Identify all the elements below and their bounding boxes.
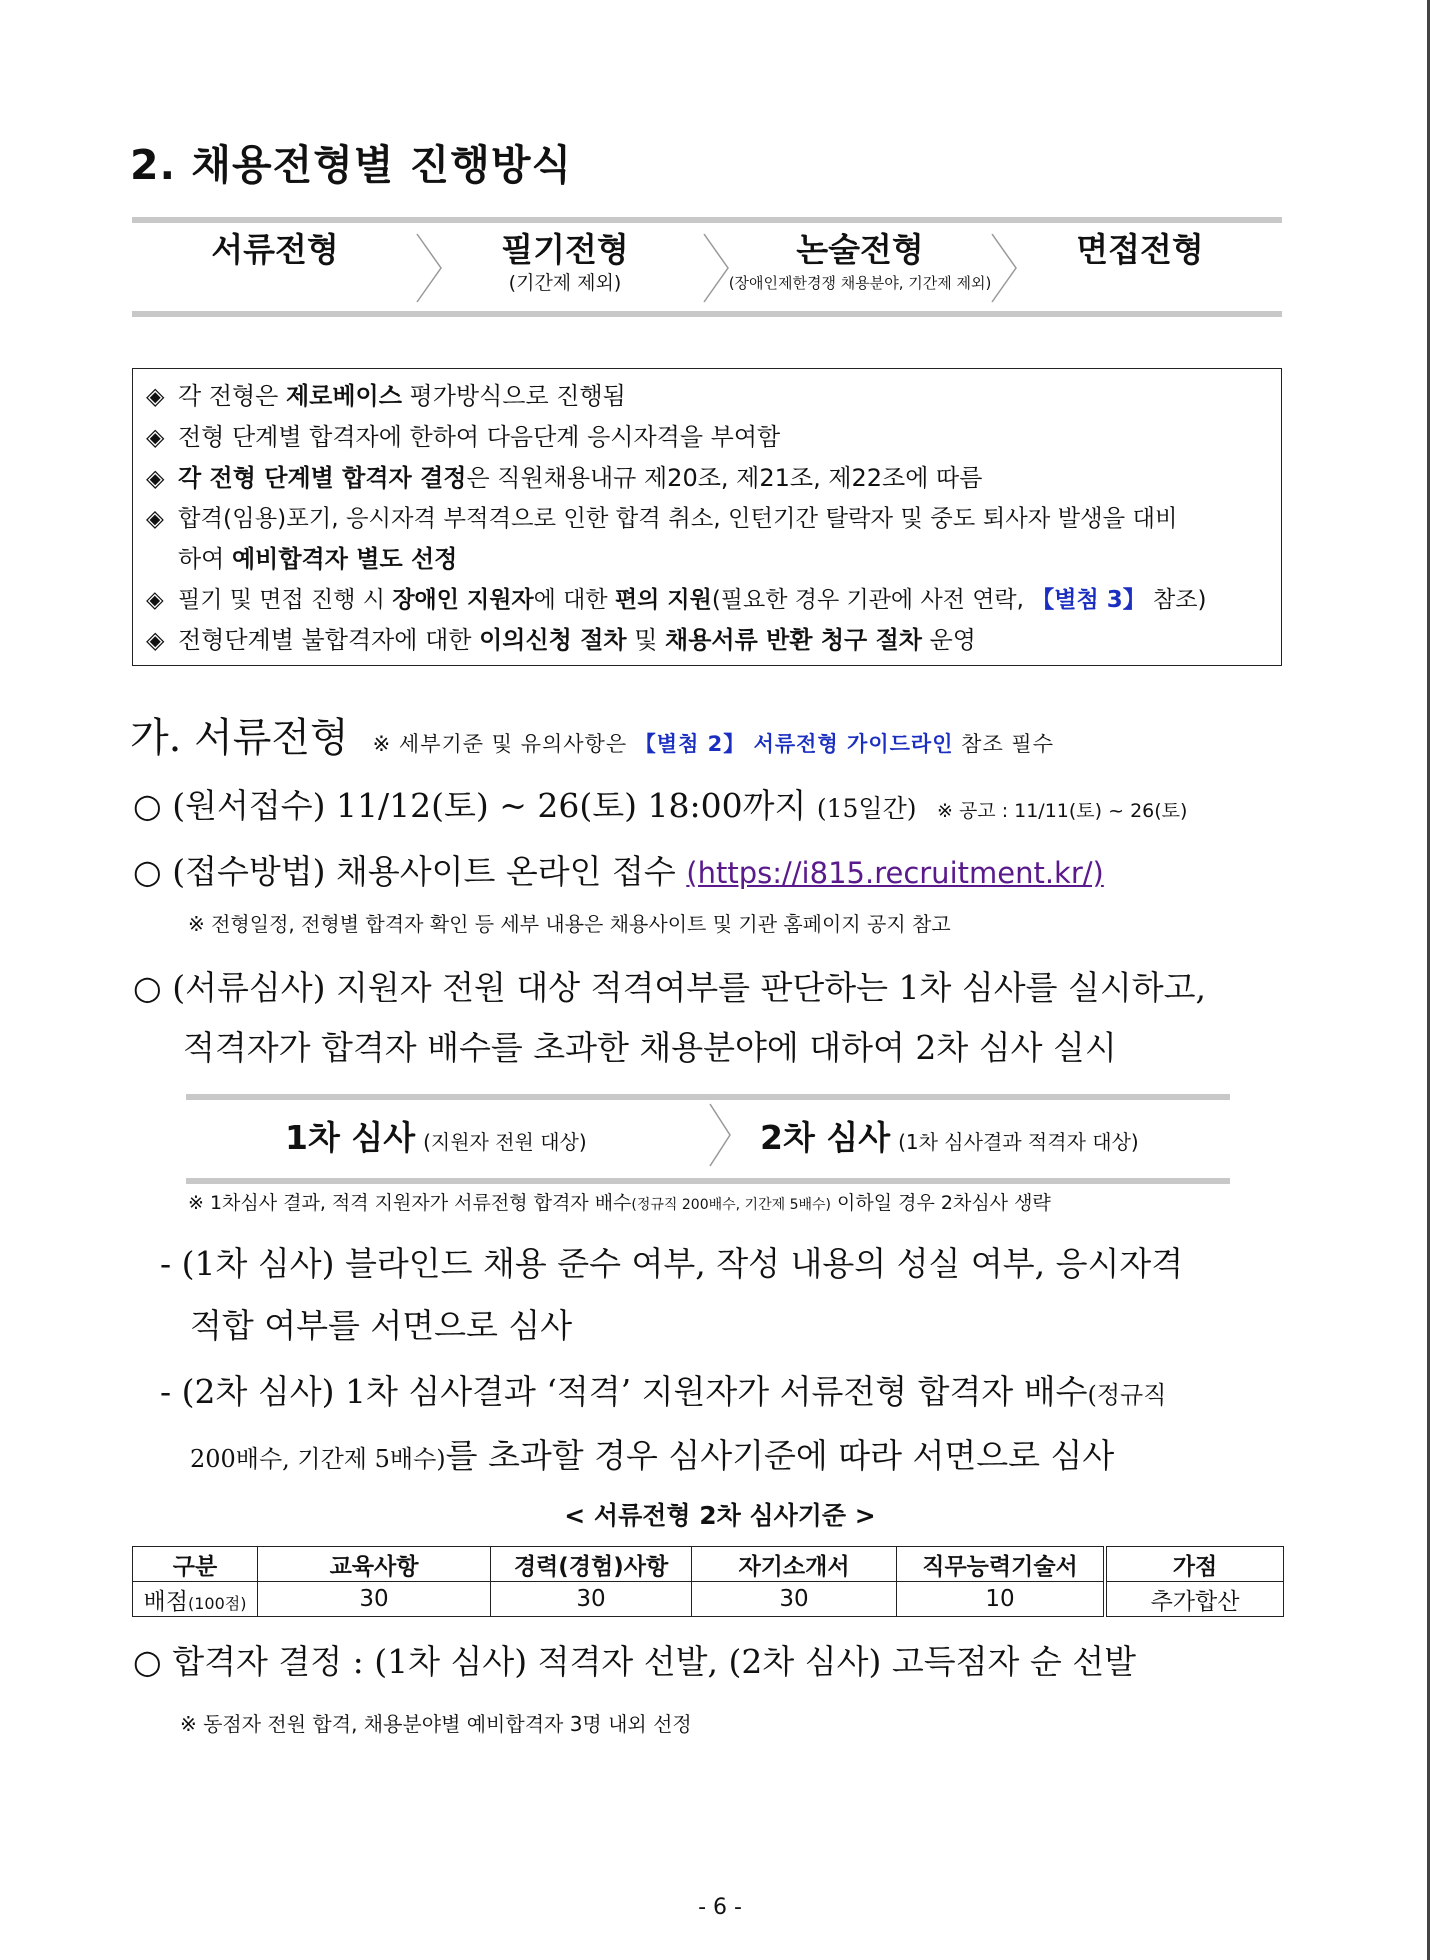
first-review-line-1: - (1차 심사) 블라인드 채용 준수 여부, 작성 내용의 성실 여부, 응시자격 (160, 1244, 1184, 1283)
recruitment-link[interactable]: (https://i815.recruitment.kr/) (686, 856, 1104, 890)
table-cell: 30 (692, 1582, 897, 1617)
table-header: 교육사항 (258, 1547, 491, 1582)
step-essay (720, 230, 1000, 296)
table-cell: 30 (258, 1582, 491, 1617)
page-number: - 6 - (698, 1895, 742, 1920)
second-review-line-1: - (2차 심사) 1차 심사결과 ‘적격’ 지원자가 서류전형 합격자 배수(정규직 (160, 1372, 1167, 1411)
step-written (440, 230, 690, 296)
step-document (160, 230, 390, 270)
section-title: 가. 서류전형 ※ 세부기준 및 유의사항은 【별첨 2】 서류전형 가이드라인 참조 필수 (130, 715, 1054, 761)
table-header: 경력(경험)사항 (491, 1547, 692, 1582)
appendix-ref: 【별첨 2】 서류전형 가이드라인 (634, 732, 954, 756)
step-sub: (장애인제한경쟁 채용분야, 기간제 제외) (728, 274, 992, 292)
chevron-right-icon (702, 232, 732, 304)
page-right-border (1427, 0, 1430, 1960)
notice-item-cont: 하여 예비합격자 별도 선정 (178, 545, 458, 573)
receipt-line: ○ (원서접수) 11/12(토) ~ 26(토) 18:00까지 (15일간) ※ 공고 : 11/11(토) ~ 26(토) (133, 786, 1188, 825)
table-header: 가점 (1105, 1547, 1284, 1582)
step-title: 논술전형 (796, 230, 924, 269)
notice-item: ◈ 전형단계별 불합격자에 대한 이의신청 절차 및 채용서류 반환 청구 절차 운영 (146, 626, 976, 654)
notice-item: ◈ 각 전형은 제로베이스 평가방식으로 진행됨 (146, 382, 626, 410)
table-cell: 배점(100점) (133, 1582, 258, 1617)
notice-item: ◈ 합격(임용)포기, 응시자격 부적격으로 인한 합격 취소, 인턴기간 탈락자 및 중도 퇴사자 발생을 대비 (146, 505, 1178, 532)
appendix-ref: 【별첨 3】 (1031, 587, 1146, 613)
method-note: ※ 전형일정, 전형별 합격자 확인 등 세부 내용은 채용사이트 및 기관 홈페이지 공지 참고 (188, 912, 951, 936)
criteria-table (132, 1546, 1284, 1617)
step-title: 서류전형 (211, 230, 339, 269)
table-cell: 추가합산 (1105, 1582, 1284, 1617)
table-row (133, 1582, 1284, 1617)
diamond-icon: ◈ (146, 626, 165, 654)
table-cell: 30 (491, 1582, 692, 1617)
page-heading: 2. 채용전형별 진행방식 (130, 141, 573, 189)
table-header: 직무능력기술서 (897, 1547, 1106, 1582)
table-header: 자기소개서 (692, 1547, 897, 1582)
method-line: ○ (접수방법) 채용사이트 온라인 접수 (https://i815.recruitment.kr/) (133, 852, 1104, 891)
notice-item: ◈ 전형 단계별 합격자에 한하여 다음단계 응시자격을 부여함 (146, 423, 781, 451)
chevron-right-icon (415, 232, 445, 304)
review-line-2: 적격자가 합격자 배수를 초과한 채용분야에 대하여 2차 심사 실시 (183, 1028, 1117, 1067)
review-line-1: ○ (서류심사) 지원자 전원 대상 적격여부를 판단하는 1차 심사를 실시하고, (133, 968, 1207, 1007)
diamond-icon: ◈ (146, 587, 164, 613)
table-header: 구분 (133, 1547, 258, 1582)
second-review-line-2: 200배수, 기간제 5배수)를 초과할 경우 심사기준에 따라 서면으로 심사 (190, 1436, 1115, 1475)
step-title: 면접전형 (1076, 230, 1204, 269)
diamond-icon: ◈ (146, 505, 164, 532)
diamond-icon: ◈ (146, 464, 165, 492)
steps-band-bottom (132, 311, 1282, 317)
notice-item: ◈ 필기 및 면접 진행 시 장애인 지원자에 대한 편의 지원(필요한 경우 기관에 사전 연락, 【별첨 3】 참조) (146, 587, 1207, 613)
notice-item: ◈ 각 전형 단계별 합격자 결정은 직원채용내규 제20조, 제21조, 제22조에 따름 (146, 464, 983, 492)
table-header-row (133, 1547, 1284, 1582)
decision-line: ○ 합격자 결정 : (1차 심사) 적격자 선발, (2차 심사) 고득점자 순 선발 (133, 1642, 1136, 1681)
review-band-top (186, 1094, 1230, 1100)
first-review-line-2: 적합 여부를 서면으로 심사 (190, 1306, 573, 1345)
notice-box (132, 368, 1282, 666)
review-band-bottom (186, 1178, 1230, 1184)
review-step-2: 2차 심사 (1차 심사결과 적격자 대상) (760, 1118, 1139, 1157)
table-cell: 10 (897, 1582, 1106, 1617)
review-note: ※ 1차심사 결과, 적격 지원자가 서류전형 합격자 배수(정규직 200배수, 기간제 5배수) 이하일 경우 2차심사 생략 (188, 1192, 1051, 1214)
chevron-right-icon (708, 1102, 734, 1168)
review-step-1: 1차 심사 (지원자 전원 대상) (285, 1118, 587, 1157)
table-caption: < 서류전형 2차 심사기준 > (564, 1501, 876, 1530)
diamond-icon: ◈ (146, 423, 165, 451)
decision-note: ※ 동점자 전원 합격, 채용분야별 예비합격자 3명 내외 선정 (180, 1712, 692, 1736)
step-sub: (기간제 제외) (508, 272, 622, 294)
step-title: 필기전형 (501, 230, 629, 269)
diamond-icon: ◈ (146, 382, 165, 410)
chevron-right-icon (990, 232, 1020, 304)
steps-band-top (132, 217, 1282, 223)
step-interview (1020, 230, 1260, 270)
